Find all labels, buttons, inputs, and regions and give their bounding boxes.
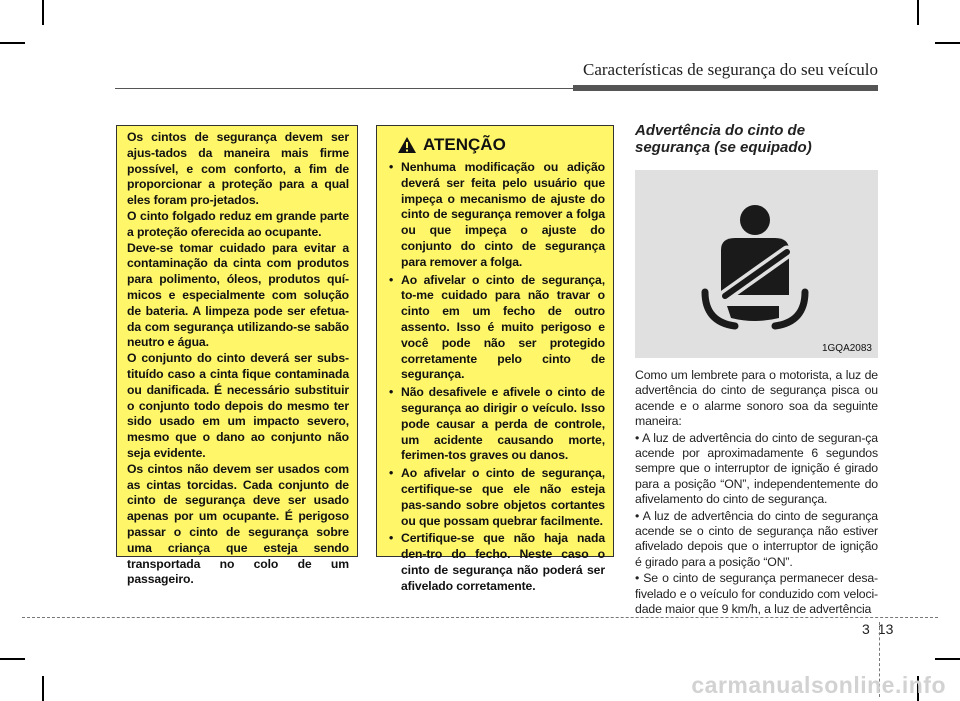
crop-mark (935, 658, 960, 660)
warning-item: • Ao afivelar o cinto de segurança, certifique-se que ele não esteja pas-sando sobre objetos cortantes ou que possam quebrar facilmente. (387, 466, 605, 529)
crop-mark (0, 42, 25, 44)
footer-dashed-rule (22, 617, 938, 618)
caution-box (116, 125, 358, 587)
page-number (862, 621, 893, 637)
crop-mark (917, 0, 919, 25)
caution-paragraph: Os cintos de segurança devem ser ajus-tados da maneira mais firme possível, e com conforto, a fim de proporcionar a proteção para a qual eles foram pro-jetados. (127, 130, 349, 208)
chapter-number: 3 (862, 621, 870, 637)
body-paragraph: Como um lembrete para o motorista, a luz de advertência do cinto de segurança pisca ou acende e o alarme sonoro soa da seguinte maneira: (635, 368, 878, 429)
warning-item: • Certifique-se que não haja nada den-tro do fecho. Neste caso o cinto de segurança não poderá ser afivelado corretamente. (387, 531, 605, 594)
header-bar (573, 85, 878, 91)
seatbelt-person-icon (695, 200, 815, 330)
warning-title: ATENÇÃO (423, 135, 506, 155)
warning-item: • Ao afivelar o cinto de segurança, to-me cuidado para não travar o cinto em um fecho de outro assento. Isso é muito perigoso e você pode não ser protegido corretamente pelo cinto de segurança. (387, 273, 605, 384)
warning-item: • Nenhuma modificação ou adição deverá ser feita pelo usuário que impeça o mecanismo de ajuste do cinto de segurança remover a folga ou que impeça o ajuste do conjunto do cinto de segurança para remover a folga. (387, 160, 605, 271)
body-paragraph: • A luz de advertência do cinto de seguran-ça acende por aproximadamente 6 segundos sempre que o interruptor de ignição é girado para a posição “ON”, independentemente do afivelamento do cinto de segurança. (635, 430, 878, 507)
crop-mark (42, 0, 44, 25)
section-title-line: segurança (se equipado) (635, 139, 812, 156)
section-title-line: Advertência do cinto de (635, 122, 806, 139)
body-paragraph: • Se o cinto de segurança permanecer desa-fivelado e o veículo for conduzido com veloci-dade maior que 9 km/h, a luz de advertência (635, 571, 878, 617)
warning-triangle-icon (397, 136, 417, 154)
header-title: Características de segurança do seu veículo (582, 60, 878, 79)
warning-list (387, 160, 605, 595)
caution-paragraph: Os cintos não devem ser usados com as cintas torcidas. Cada conjunto de cinto de segurança deve ser usado apenas por um ocupante. É perigoso passar o cinto de segurança sobre uma criança que esteja sendo transportada no colo de um passageiro. (127, 461, 349, 587)
body-text (635, 368, 878, 618)
section-title (635, 122, 878, 156)
caution-paragraph: O conjunto do cinto deverá ser subs-tituído caso a cinta fique contaminada ou danificada. É necessário substituir o conjunto todo depois do mesmo ter sido usado em um impacto severo, mesmo que o dano ao conjunto não seja evidente. (127, 351, 349, 460)
warning-header (397, 136, 605, 154)
seatbelt-warning-figure (635, 170, 878, 358)
right-column (635, 122, 878, 619)
watermark: carmanualsonline.info (691, 672, 946, 698)
caution-paragraph: O cinto folgado reduz em grande parte a proteção oferecida ao ocupante. (127, 208, 349, 239)
page-number-value: 13 (877, 621, 894, 637)
crop-mark (0, 658, 25, 660)
crop-mark (42, 676, 44, 701)
body-paragraph: • A luz de advertência do cinto de segurança acende se o cinto de segurança não estiver afivelado depois que o interruptor de ignição é girado para a posição “ON”. (635, 508, 878, 569)
figure-code: 1GQA2083 (821, 343, 872, 354)
crop-mark (935, 42, 960, 44)
warning-item: • Não desafivele e afivele o cinto de segurança ao dirigir o veículo. Isso pode causar a perda de controle, um acidente causando morte, ferimen-tos graves ou danos. (387, 385, 605, 464)
caution-paragraph: Deve-se tomar cuidado para evitar a contaminação da cinta com produtos para polimento, óleos, produtos quí-micos e especialmente com solução de bateria. A limpeza pode ser efetua-da com segurança utilizando-se sabão neutro e água. (127, 240, 349, 350)
warning-box (376, 125, 614, 593)
